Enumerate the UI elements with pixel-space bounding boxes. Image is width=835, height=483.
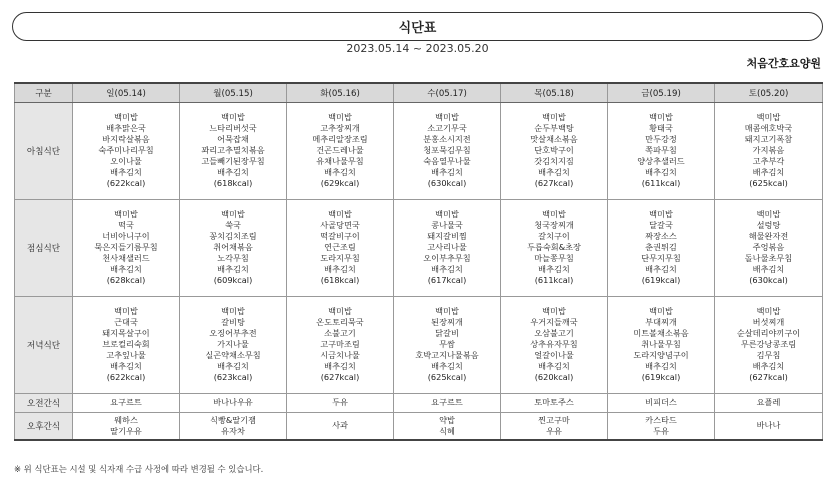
menu-item: 배추맑은국 — [106, 123, 146, 133]
menu-item: 콩나물국 — [431, 220, 463, 230]
menu-item: 고구마조림 — [320, 339, 360, 349]
afternoon-snack-cell-wed — [394, 412, 501, 440]
menu-item: 돌나물초무침 — [744, 253, 793, 263]
menu-item: 해물완자전 — [748, 231, 789, 241]
day-header-sat: 토(05.20) — [715, 83, 823, 102]
menu-item: 두유 — [653, 425, 669, 436]
menu-item: 분홍소시지전 — [423, 134, 471, 144]
menu-item: 백미밥 — [114, 112, 138, 122]
menu-item: 배추김치 — [645, 361, 677, 371]
menu-item: 근대국 — [114, 317, 138, 327]
menu-period: 2023.05.14 ~ 2023.05.20 — [346, 42, 489, 55]
menu-item: 사골당면국 — [320, 220, 360, 230]
lunch-cell-wed — [394, 199, 501, 296]
morning-snack-cell-tue — [287, 393, 394, 412]
menu-item: 부대찌개 — [645, 317, 677, 327]
lunch-cell-mon — [180, 199, 287, 296]
menu-item: 백미밥 — [435, 306, 459, 316]
menu-item: 배추김치 — [217, 264, 249, 274]
menu-item: 백미밥 — [328, 209, 352, 219]
menu-item: 상추유자무침 — [530, 339, 578, 349]
menu-item: 느타리버섯국 — [209, 123, 257, 133]
afternoon-snack-cell-sat — [715, 412, 823, 440]
morning-snack-row — [15, 393, 823, 412]
menu-item: 백미밥 — [649, 112, 673, 122]
morning-snack-cell-thu — [501, 393, 608, 412]
menu-item: 딸기우유 — [110, 425, 142, 436]
menu-item: 쪽파무침 — [645, 145, 677, 155]
menu-item: 배추김치 — [538, 264, 570, 274]
menu-item: (630kcal) — [749, 275, 788, 285]
menu-item: 주엉볶음 — [752, 242, 785, 252]
menu-item: 메추리알장조림 — [312, 134, 368, 144]
menu-item: 백미밥 — [649, 209, 673, 219]
lunch-cell-sun — [73, 199, 180, 296]
lunch-row — [15, 199, 823, 296]
menu-item: 돼지목살구이 — [102, 328, 150, 338]
menu-item: (622kcal) — [106, 372, 146, 382]
menu-item: (611kcal) — [534, 275, 574, 285]
breakfast-label: 아침식단 — [15, 102, 73, 199]
menu-item: 순살데리야끼구이 — [736, 328, 801, 338]
menu-item: 백미밥 — [435, 112, 459, 122]
menu-item: 두유 — [332, 397, 348, 407]
menu-item: 소고기무국 — [427, 123, 467, 133]
menu-item: 마늘쫑무침 — [534, 253, 574, 263]
menu-item: 황태국 — [649, 123, 673, 133]
menu-item: 취어채볶음 — [213, 242, 253, 252]
menu-item: 무른강낭콩조림 — [740, 339, 797, 349]
dinner-label: 저녁식단 — [15, 296, 73, 393]
menu-item: 웨하스 — [114, 414, 138, 425]
menu-item: (627kcal) — [320, 372, 360, 382]
menu-item: 도라지양념구이 — [633, 350, 689, 360]
menu-item: 사과 — [332, 420, 348, 431]
menu-item: (629kcal) — [320, 178, 360, 188]
menu-item: 요구르트 — [110, 397, 142, 407]
menu-item: 된장찌개 — [431, 317, 463, 327]
afternoon-snack-label: 오후간식 — [15, 412, 73, 440]
menu-item: 얼갈이나물 — [534, 350, 574, 360]
menu-item: 백미밥 — [542, 306, 566, 316]
menu-item: 설렁탕 — [756, 220, 781, 230]
menu-item: 너비아니구이 — [102, 231, 150, 241]
menu-item: 배추김치 — [431, 167, 463, 177]
menu-item: 배추김치 — [431, 361, 463, 371]
menu-item: 시금치나물 — [320, 350, 360, 360]
menu-item: 배추김치 — [110, 361, 142, 371]
menu-item: 실곤약채소무침 — [205, 350, 261, 360]
menu-item: 배추김치 — [324, 264, 356, 274]
menu-item: 유채나물무침 — [316, 156, 364, 166]
menu-item: 고추잎나물 — [106, 350, 146, 360]
menu-item: 도라지무침 — [320, 253, 360, 263]
morning-snack-cell-sun — [73, 393, 180, 412]
menu-item: 꽈리고추멸치볶음 — [201, 145, 265, 155]
menu-item: 우거지들깨국 — [530, 317, 578, 327]
dinner-cell-thu — [501, 296, 608, 393]
menu-item: 무쌈 — [439, 339, 455, 349]
afternoon-snack-cell-tue — [287, 412, 394, 440]
menu-item: 숙주미나리무침 — [98, 145, 154, 155]
menu-item: 배추김치 — [752, 167, 785, 177]
lunch-cell-tue — [287, 199, 394, 296]
menu-item: 묵은지들기름무침 — [94, 242, 158, 252]
menu-item: (623kcal) — [213, 372, 253, 382]
menu-item: 청포묵김무침 — [423, 145, 471, 155]
menu-item: 고추장찌개 — [320, 123, 360, 133]
menu-item: 어묵잡채 — [217, 134, 249, 144]
menu-item: 고사리나물 — [427, 242, 467, 252]
day-header-fri: 금(05.19) — [608, 83, 715, 102]
menu-item: 유자차 — [221, 425, 245, 436]
dinner-row — [15, 296, 823, 393]
menu-item: 백미밥 — [221, 306, 245, 316]
menu-item: 식빵&딸기잼 — [210, 414, 256, 425]
menu-item: (619kcal) — [641, 275, 681, 285]
menu-item: 요플레 — [756, 397, 781, 407]
menu-item: 카스타드 — [645, 414, 677, 425]
menu-item: 백미밥 — [114, 306, 138, 316]
menu-item: 약밥 — [439, 414, 455, 425]
menu-item: 바지락살볶음 — [102, 134, 150, 144]
menu-item: 닭갈비 — [435, 328, 459, 338]
breakfast-cell-thu — [501, 102, 608, 199]
menu-item: 두릅숙회&초장 — [527, 242, 581, 252]
menu-item: (622kcal) — [106, 178, 146, 188]
menu-item: 배추김치 — [110, 167, 142, 177]
page-title: 식단표 — [398, 21, 437, 36]
menu-item: 갓김치지짐 — [534, 156, 574, 166]
menu-item: 배추김치 — [324, 167, 356, 177]
menu-item: 백미밥 — [221, 209, 245, 219]
menu-item: 바나나 — [756, 420, 781, 431]
menu-item: 고들빼기된장무침 — [201, 156, 265, 166]
morning-snack-cell-sat — [715, 393, 823, 412]
lunch-label: 점심식단 — [15, 199, 73, 296]
menu-item: (618kcal) — [320, 275, 360, 285]
morning-snack-label: 오전간식 — [15, 393, 73, 412]
breakfast-cell-wed — [394, 102, 501, 199]
weekly-menu-table — [14, 82, 823, 441]
menu-item: 찐고구마 — [538, 414, 570, 425]
menu-item: 토마토주스 — [534, 397, 574, 407]
menu-item: 백미밥 — [328, 112, 352, 122]
menu-item: (609kcal) — [213, 275, 253, 285]
menu-item: 바나나우유 — [213, 397, 253, 407]
menu-item: (625kcal) — [749, 178, 788, 188]
menu-item: 소불고기 — [324, 328, 356, 338]
menu-item: 백미밥 — [756, 112, 781, 122]
menu-item: 오이부추무침 — [423, 253, 471, 263]
dinner-cell-sat — [715, 296, 823, 393]
menu-item: 배추김치 — [110, 264, 142, 274]
menu-item: 단무지무침 — [641, 253, 681, 263]
menu-item: 배추김치 — [217, 167, 249, 177]
menu-item: 배추김치 — [538, 361, 570, 371]
menu-item: 배추김치 — [645, 167, 677, 177]
organization-name: 처음간호요양원 — [746, 57, 821, 70]
menu-item: 요구르트 — [431, 397, 463, 407]
menu-item: (617kcal) — [427, 275, 467, 285]
dinner-cell-fri — [608, 296, 715, 393]
footer-note: ※ 위 식단표는 시설 및 식자재 수급 사정에 따라 변경될 수 있습니다. — [14, 464, 264, 474]
menu-item: 숙음열무나물 — [423, 156, 471, 166]
lunch-cell-sat — [715, 199, 823, 296]
lunch-cell-fri — [608, 199, 715, 296]
menu-item: (627kcal) — [534, 178, 574, 188]
breakfast-cell-mon — [180, 102, 287, 199]
menu-item: 떡갈비구이 — [320, 231, 360, 241]
menu-item: 갈비탕 — [221, 317, 245, 327]
menu-item: 가지나물 — [217, 339, 249, 349]
dinner-cell-tue — [287, 296, 394, 393]
afternoon-snack-cell-fri — [608, 412, 715, 440]
menu-item: (620kcal) — [534, 372, 574, 382]
menu-item: 백미밥 — [542, 209, 566, 219]
menu-item: 백미밥 — [756, 306, 781, 316]
day-header-wed: 수(05.17) — [394, 83, 501, 102]
menu-item: 배추김치 — [645, 264, 677, 274]
menu-item: 맛살채소볶음 — [530, 134, 578, 144]
menu-item: 오삼불고기 — [534, 328, 574, 338]
menu-item: 취나물무침 — [641, 339, 681, 349]
menu-item: 백미밥 — [649, 306, 673, 316]
morning-snack-cell-mon — [180, 393, 287, 412]
lunch-cell-thu — [501, 199, 608, 296]
menu-item: 달갈국 — [649, 220, 673, 230]
menu-item: 배추김치 — [752, 264, 785, 274]
menu-item: 백미밥 — [221, 112, 245, 122]
breakfast-cell-sun — [73, 102, 180, 199]
menu-item: 단호박구이 — [534, 145, 574, 155]
menu-item: 천사채샐러드 — [102, 253, 150, 263]
menu-item: 떡국 — [118, 220, 134, 230]
menu-title-box — [12, 12, 823, 41]
day-header-sun: 일(05.14) — [73, 83, 180, 102]
menu-item: 오이나물 — [110, 156, 142, 166]
menu-item: 고추부각 — [752, 156, 785, 166]
menu-item: 온도토리묵국 — [316, 317, 364, 327]
afternoon-snack-cell-thu — [501, 412, 608, 440]
menu-item: 백미밥 — [435, 209, 459, 219]
menu-item: 우유 — [546, 425, 562, 436]
menu-item: 배추김치 — [538, 167, 570, 177]
afternoon-snack-cell-mon — [180, 412, 287, 440]
menu-item: 순두부백탕 — [534, 123, 574, 133]
menu-item: 청국장찌개 — [534, 220, 574, 230]
menu-item: 연근조림 — [324, 242, 356, 252]
menu-item: 꽁치김치조림 — [209, 231, 257, 241]
morning-snack-cell-fri — [608, 393, 715, 412]
menu-item: 배추김치 — [431, 264, 463, 274]
afternoon-snack-row — [15, 412, 823, 440]
menu-item: 미트볼채소볶음 — [633, 328, 689, 338]
menu-item: (628kcal) — [106, 275, 146, 285]
breakfast-cell-tue — [287, 102, 394, 199]
menu-item: 비피더스 — [645, 397, 677, 407]
menu-item: (627kcal) — [749, 372, 788, 382]
corner-header: 구분 — [15, 83, 73, 102]
dinner-cell-sun — [73, 296, 180, 393]
breakfast-row — [15, 102, 823, 199]
menu-item: (630kcal) — [427, 178, 467, 188]
menu-item: 돼지고기폭참 — [744, 134, 793, 144]
menu-item: 노각무침 — [217, 253, 249, 263]
menu-item: 춘권튀김 — [645, 242, 677, 252]
menu-item: (625kcal) — [427, 372, 467, 382]
menu-item: 백미밥 — [328, 306, 352, 316]
menu-item: (611kcal) — [641, 178, 681, 188]
dinner-cell-mon — [180, 296, 287, 393]
menu-item: 식혜 — [439, 425, 455, 436]
menu-item: 오징어부추전 — [209, 328, 257, 338]
menu-item: 브로컬리숙회 — [102, 339, 150, 349]
menu-item: 쑥국 — [225, 220, 241, 230]
menu-item: 백미밥 — [114, 209, 138, 219]
menu-item: 백미밥 — [542, 112, 566, 122]
menu-item: 가지볶음 — [752, 145, 785, 155]
day-header-mon: 월(05.15) — [180, 83, 287, 102]
menu-item: 호박고지나물볶음 — [415, 350, 479, 360]
menu-item: 매콤애호박국 — [744, 123, 793, 133]
menu-item: 버섯찌개 — [752, 317, 785, 327]
day-header-thu: 목(05.18) — [501, 83, 608, 102]
menu-item: 배추김치 — [752, 361, 785, 371]
dinner-cell-wed — [394, 296, 501, 393]
day-header-row — [15, 83, 823, 102]
menu-item: (619kcal) — [641, 372, 681, 382]
menu-item: 양상추샐러드 — [637, 156, 685, 166]
afternoon-snack-cell-sun — [73, 412, 180, 440]
day-header-tue: 화(05.16) — [287, 83, 394, 102]
menu-item: 갈치구이 — [538, 231, 570, 241]
morning-snack-cell-wed — [394, 393, 501, 412]
menu-item: 배추김치 — [217, 361, 249, 371]
menu-item: 돼지갈비찜 — [427, 231, 467, 241]
menu-item: 김무침 — [756, 350, 781, 360]
menu-item: 짜장소스 — [645, 231, 677, 241]
menu-item: 건곤드레나물 — [316, 145, 364, 155]
menu-item: 만두강정 — [645, 134, 677, 144]
menu-item: 백미밥 — [756, 209, 781, 219]
breakfast-cell-sat — [715, 102, 823, 199]
breakfast-cell-fri — [608, 102, 715, 199]
menu-item: (618kcal) — [213, 178, 253, 188]
menu-item: 배추김치 — [324, 361, 356, 371]
